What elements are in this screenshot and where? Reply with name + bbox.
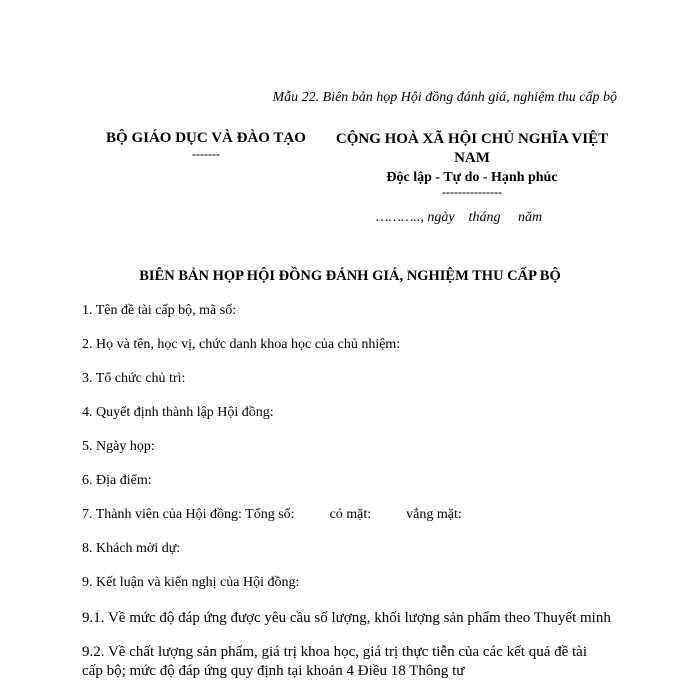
item-9-2: 9.2. Về chất lượng sản phẩm, giá trị khoa học, giá trị thực tiễn của các kết quả đề tài cấp bộ; mức độ đáp ứng quy định tại khoản 4 Điều 18 Thông tư [82,644,587,679]
national-header [330,130,614,198]
item-meeting-date: 5. Ngày họp: [82,439,155,454]
item-topic-name: 1. Tên đề tài cấp bộ, mã số: [82,303,237,318]
ministry-header [90,130,322,160]
item-chief-investigator: 2. Họ và tên, học vị, chức danh khoa học của chủ nhiệm: [82,337,401,352]
item-council-decision: 4. Quyết định thành lập Hội đồng: [82,405,274,420]
document-title: BIÊN BẢN HỌP HỘI ĐỒNG ĐÁNH GIÁ, NGHIỆM THU CẤP BỘ [139,268,561,284]
item-9-1: 9.1. Về mức độ đáp ứng được yêu cầu số lượng, khối lượng sản phẩm theo Thuyết minh [82,610,611,626]
item-host-organization: 3. Tổ chức chủ trì: [82,371,186,386]
form-code: Mẫu 22. Biên bản họp Hội đồng đánh giá, nghiệm thu cấp bộ [272,90,617,105]
item-council-members: 7. Thành viên của Hội đồng: Tổng số: có mặt: vắng mặt: [82,507,462,522]
date-line: ……….., ngày tháng năm [376,210,543,225]
item-venue: 6. Địa điểm: [82,473,152,488]
item-conclusions: 9. Kết luận và kiến nghị của Hội đồng: [82,575,300,590]
item-guests: 8. Khách mời dự: [82,541,181,556]
national-motto: Độc lập - Tự do - Hạnh phúc [386,170,558,185]
republic-name: CỘNG HOÀ XÃ HỘI CHỦ NGHĨA VIỆT NAM [335,131,609,166]
ministry-name: BỘ GIÁO DỤC VÀ ĐÀO TẠO [106,130,306,146]
ministry-underline: ------- [192,147,220,161]
motto-underline: --------------- [442,185,502,199]
